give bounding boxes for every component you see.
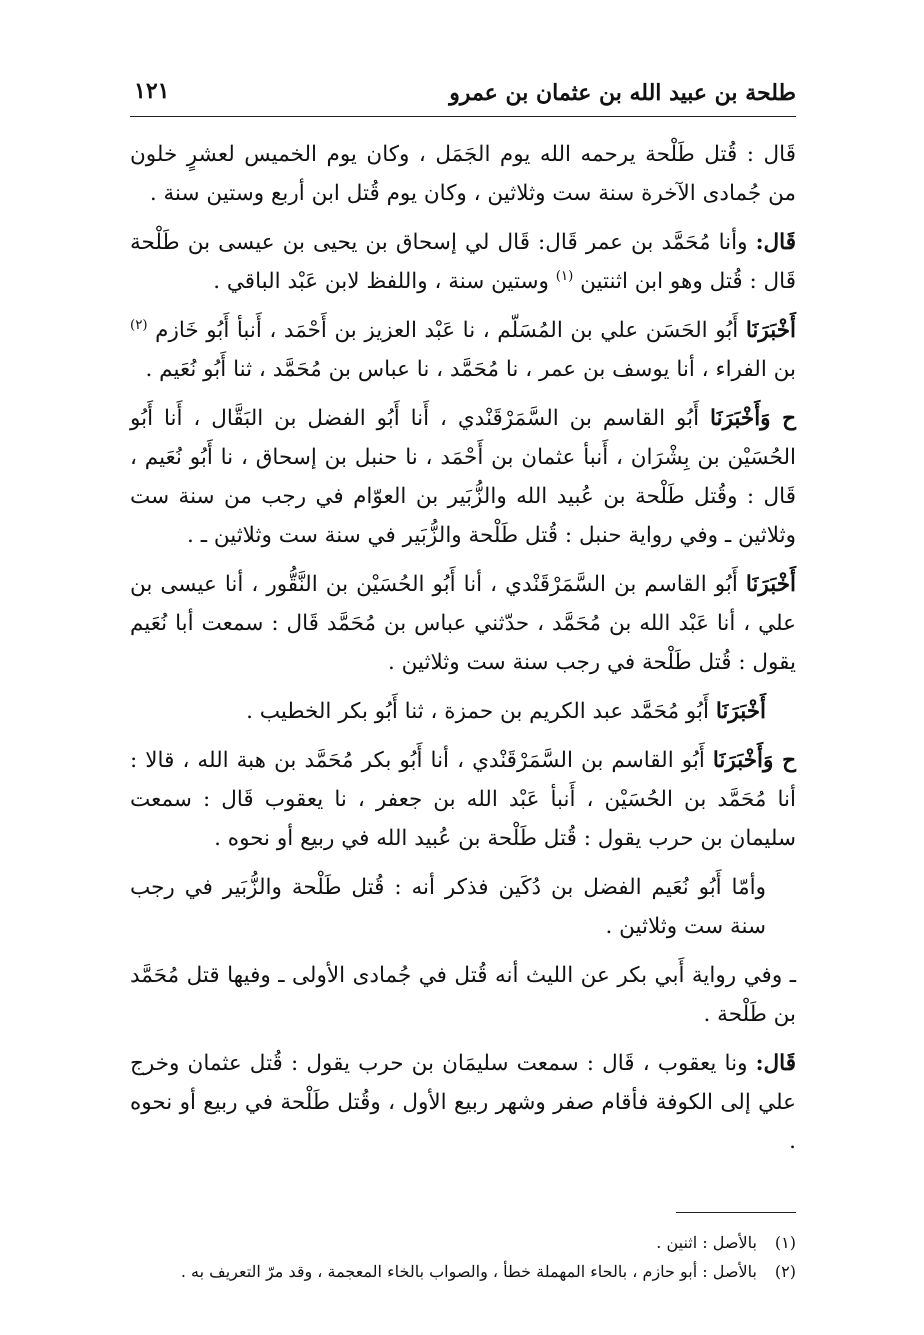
page-number: ١٢١ <box>134 78 170 104</box>
paragraph-6 <box>130 692 796 731</box>
footnote-number: (١) <box>774 1233 796 1252</box>
paragraph-text: أَبُو القاسم بن السَّمَرْقَنْدي ، أَنا أَبُو الفضل بن البَقَّال ، أَنا أَبُو الحُسَيْن بن بِشْرَان ، أَنبأ عثمان بن أَحْمَد ، نا حنبل بن إسحاق ، نا أَبُو نُعَيم ، قَال : وقُتل طَلْحة بن عُبيد الله والزُّبَير بن العوّام في رجب من سنة ست وثلاثين ـ وفي رواية حنبل : قُتل طَلْحة والزُّبَير في سنة ست وثلاثين ـ . <box>130 406 796 548</box>
paragraph-lead: أَخْبَرَنَا <box>745 318 796 343</box>
footnote-2 <box>130 1257 796 1286</box>
main-text <box>130 135 796 1161</box>
paragraph-7 <box>130 741 796 858</box>
paragraph-text: ونا يعقوب ، قَال : سمعت سليمَان بن حرب يقول : قُتل عثمان وخرج علي إلى الكوفة فأقام صفر وشهر ربيع الأول ، وقُتل طَلْحة في ربيع أو نحوه . <box>130 1051 796 1154</box>
paragraph-text: ـ وفي رواية أَبي بكر عن الليث أنه قُتل في جُمادى الأولى ـ وفيها قتل مُحَمَّد بن طَلْحة . <box>130 963 796 1027</box>
footnote-marker: (١) <box>555 268 574 284</box>
paragraph-5 <box>130 565 796 682</box>
paragraph-text: قَال : قُتل طَلْحة يرحمه الله يوم الجَمَل ، وكان يوم الخميس لعشرٍ خلون من جُمادى الآخرة سنة ست وثلاثين ، وكان يوم قُتل ابن أربع وستين سنة . <box>130 142 796 206</box>
footnote-text: بالأصل : أبو حازم ، بالحاء المهملة خطأ ، والصواب بالخاء المعجمة ، وقد مرّ التعريف به . <box>180 1262 757 1281</box>
footnote-number: (٢) <box>774 1262 796 1281</box>
paragraph-1 <box>130 135 796 213</box>
paragraph-text: وأنا مُحَمَّد بن عمر قَال: قَال لي إسحاق بن يحيى بن عيسى بن طَلْحة قَال : قُتل وهو ابن اثنتين <box>130 230 796 294</box>
paragraph-4 <box>130 399 796 555</box>
paragraph-lead: أَخْبَرَنَا <box>715 699 766 724</box>
footnote-separator <box>676 1212 796 1213</box>
paragraph-lead: أَخْبَرَنَا <box>745 572 796 597</box>
paragraph-text-continued: بن الفراء ، أنا يوسف بن عمر ، نا مُحَمَّد ، نا عباس بن مُحَمَّد ، ثنا أَبُو نُعَيم . <box>145 357 796 382</box>
footnotes <box>130 1228 796 1286</box>
paragraph-lead: ح وَأَخْبَرَنَا <box>710 406 796 431</box>
paragraph-8 <box>130 868 796 946</box>
paragraph-3 <box>130 311 796 389</box>
paragraph-lead: قَال: <box>755 230 796 255</box>
paragraph-10 <box>130 1044 796 1161</box>
paragraph-2 <box>130 223 796 301</box>
paragraph-text: أَبُو القاسم بن السَّمَرْقَنْدي ، أنا أَبُو الحُسَيْن بن النَّقُّور ، أنا عيسى بن علي ، أنا عَبْد الله بن مُحَمَّد ، حدّثني عباس بن مُحَمَّد قَال : سمعت أبا نُعَيم يقول : قُتل طَلْحة في رجب سنة ست وثلاثين . <box>130 572 796 675</box>
footnote-1 <box>130 1228 796 1257</box>
footnote-marker: (٢) <box>130 317 148 333</box>
page-header <box>130 72 796 117</box>
running-title: طلحة بن عبيد الله بن عثمان بن عمرو <box>449 80 796 106</box>
paragraph-text: أَبُو الحَسَن علي بن المُسَلّم ، نا عَبْد العزيز بن أَحْمَد ، أَنبأ أَبُو خَازم <box>155 318 739 343</box>
paragraph-lead: قَال: <box>755 1051 796 1076</box>
paragraph-lead: ح وَأَخْبَرَنَا <box>712 748 796 773</box>
paragraph-text: أَبُو القاسم بن السَّمَرْقَنْدي ، أنا أَبُو بكر مُحَمَّد بن هبة الله ، قالا : أنا مُحَمَّد بن الحُسَيْن ، أَنبأ عَبْد الله بن جعفر ، نا يعقوب قَال : سمعت سليمان بن حرب يقول : قُتل طَلْحة بن عُبيد الله في ربيع أو نحوه . <box>130 748 796 851</box>
footnote-text: بالأصل : اثنين . <box>656 1233 757 1252</box>
paragraph-text: وأمّا أَبُو نُعَيم الفضل بن دُكَين فذكر أنه : قُتل طَلْحة والزُّبَير في رجب سنة ست وثلاثين . <box>130 875 766 939</box>
paragraph-text-continued: وستين سنة ، واللفظ لابن عَبْد الباقي . <box>213 269 549 294</box>
paragraph-9 <box>130 956 796 1034</box>
paragraph-text: أَبُو مُحَمَّد عبد الكريم بن حمزة ، ثنا أَبُو بكر الخطيب . <box>246 699 709 724</box>
